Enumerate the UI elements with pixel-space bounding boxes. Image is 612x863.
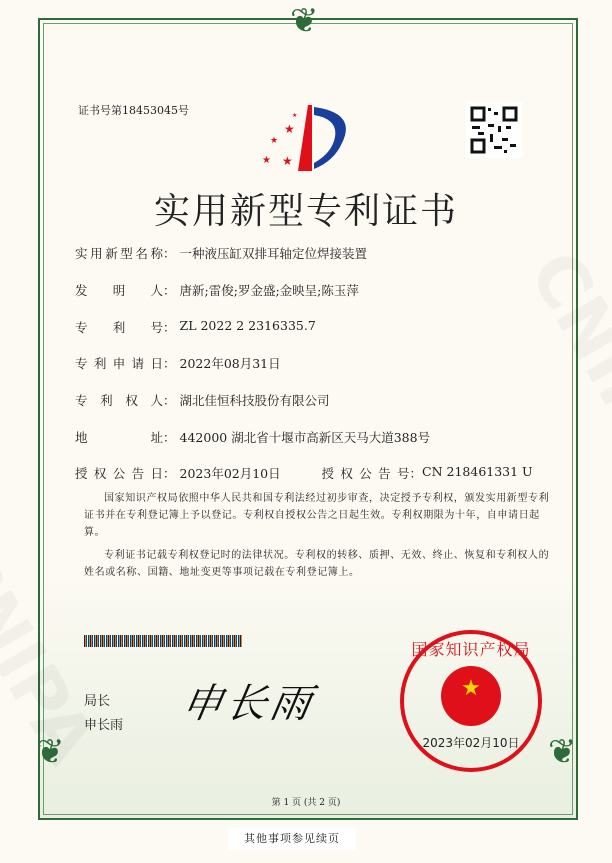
field-utility-model-name: [75, 244, 367, 262]
corner-ornament-icon: ❦: [548, 735, 577, 769]
director-signature: 申长雨: [178, 672, 320, 729]
colon: ：: [163, 244, 176, 262]
national-emblem-icon: ★: [441, 666, 501, 726]
seal-date: 2023年02月10日: [404, 734, 538, 751]
field-label: 授权公告日: [75, 464, 163, 482]
svg-text:★: ★: [292, 112, 297, 119]
svg-text:★: ★: [262, 155, 271, 166]
field-value: 2022年08月31日: [180, 354, 281, 372]
field-application-date: [75, 354, 281, 372]
field-value: ZL 2022 2 2316335.7: [180, 318, 316, 336]
field-value: CN 218461331 U: [422, 464, 533, 482]
top-ornament-icon: ❦: [290, 4, 319, 38]
field-patent-number: [75, 318, 316, 336]
svg-text:★: ★: [282, 154, 293, 168]
colon: ：: [163, 428, 176, 446]
director-title: 局长: [84, 690, 110, 709]
colon: ：: [163, 391, 176, 409]
barcode: [84, 635, 242, 647]
field-label: 专利申请日: [75, 354, 163, 372]
colon: ：: [163, 354, 176, 372]
field-value: 2023年02月10日: [180, 464, 322, 482]
svg-text:★: ★: [270, 136, 278, 146]
field-value: 442000 湖北省十堰市高新区天马大道388号: [180, 428, 431, 446]
statement-paragraph: 国家知识产权局依照中华人民共和国专利法经过初步审查，决定授予专利权，颁发实用新型专利证书并在专利登记簿上予以登记。专利权自授权公告之日起生效。专利权期限为十年，自申请日起算。: [84, 490, 554, 541]
colon: ：: [410, 464, 423, 482]
field-value: 湖北佳恒科技股份有限公司: [180, 391, 330, 409]
page-indicator: 第 1 页 (共 2 页): [0, 795, 612, 808]
seal-text: 国家知识产权局: [404, 640, 538, 660]
official-seal: [400, 630, 542, 772]
director-name: 申长雨: [84, 714, 123, 733]
field-inventors: [75, 281, 359, 299]
certificate-title: 实用新型专利证书: [0, 183, 612, 234]
field-value: 唐新;雷俊;罗金盛;金映呈;陈玉萍: [180, 281, 359, 299]
field-value: 一种液压缸双排耳轴定位焊接装置: [180, 244, 368, 262]
field-grant-date: [75, 464, 533, 482]
field-label: 专利号: [75, 318, 163, 336]
statement-paragraph: 专利证书记载专利权登记时的法律状况。专利权的转移、质押、无效、终止、恢复和专利权人的姓名或名称、国籍、地址变更等事项记载在专利登记簿上。: [84, 547, 554, 581]
colon: ：: [163, 281, 176, 299]
colon: ：: [163, 464, 176, 482]
field-label: 专利权人: [75, 391, 163, 409]
cnipa-logo: [262, 103, 352, 173]
svg-text:★: ★: [284, 122, 295, 136]
field-patentee: [75, 391, 330, 409]
field-label: 实用新型名称: [75, 244, 163, 262]
corner-ornament-icon: ❦: [36, 735, 65, 769]
field-label: 地址: [75, 428, 163, 446]
field-label: 授权公告号: [322, 464, 410, 482]
continued-page-button[interactable]: 其他事项参见续页: [228, 828, 356, 850]
certificate-number: 证书号第18453045号: [78, 102, 189, 118]
colon: ：: [163, 318, 176, 336]
field-label: 发明人: [75, 281, 163, 299]
field-address: [75, 428, 430, 446]
qr-code: [466, 102, 522, 158]
